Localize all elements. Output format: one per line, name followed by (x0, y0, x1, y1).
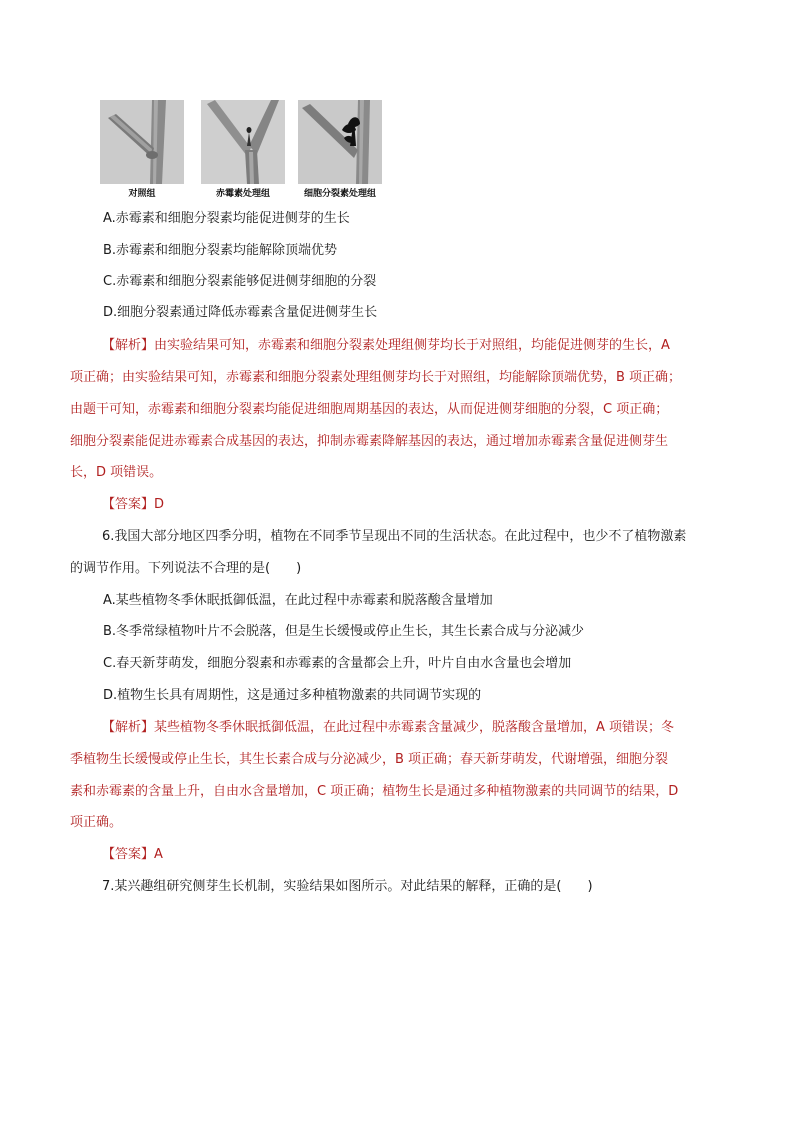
q7-stem: 7.某兴趣组研究侧芽生长机制，实验结果如图所示。对此结果的解释，正确的是( ) (102, 879, 593, 894)
q5-analysis-line-3: 由题干可知，赤霉素和细胞分裂素均能促进细胞周期基因的表达，从而促进侧芽细胞的分裂，C 项正确； (70, 402, 669, 417)
q6-option-a: A.某些植物冬季休眠抵御低温，在此过程中赤霉素和脱落酸含量增加 (103, 593, 493, 608)
analysis-tag: 【解析】 (102, 720, 155, 735)
q6-analysis-line-2: 季植物生长缓慢或停止生长，其生长素合成与分泌减少，B 项正确；春天新芽萌发，代谢增强，细胞分裂 (70, 752, 669, 767)
figure-caption: 对照组 (128, 189, 156, 199)
answer-tag: 【答案】 (102, 497, 155, 512)
q6-stem-line-2: 的调节作用。下列说法不合理的是( ) (70, 561, 302, 576)
q5-option-a: A.赤霉素和细胞分裂素均能促进侧芽的生长 (103, 211, 350, 226)
q6-option-c: C.春天新芽萌发，细胞分裂素和赤霉素的含量都会上升，叶片自由水含量也会增加 (103, 656, 572, 671)
q6-option-b: B.冬季常绿植物叶片不会脱落，但是生长缓慢或停止生长，其生长素合成与分泌减少 (103, 624, 585, 639)
answer-value: D (154, 497, 165, 512)
analysis-tag: 【解析】 (102, 338, 155, 353)
q5-answer (102, 497, 164, 513)
q5-analysis-line-5: 长，D 项错误。 (70, 465, 163, 480)
analysis-text: 由实验结果可知，赤霉素和细胞分裂素处理组侧芽均长于对照组，均能促进侧芽的生长，A (154, 338, 670, 353)
figure-cytokinin (298, 100, 382, 199)
figure-control (100, 100, 184, 199)
q5-option-b: B.赤霉素和细胞分裂素均能解除顶端优势 (103, 243, 338, 258)
gibberellin-stem-photo (201, 100, 285, 184)
q6-analysis-line-3: 素和赤霉素的含量上升，自由水含量增加，C 项正确；植物生长是通过多种植物激素的共同调节的结果，D (70, 784, 679, 799)
q5-option-c: C.赤霉素和细胞分裂素能够促进侧芽细胞的分裂 (103, 274, 377, 289)
answer-value: A (154, 847, 163, 862)
q5-analysis-line-4: 细胞分裂素能促进赤霉素合成基因的表达，抑制赤霉素降解基因的表达，通过增加赤霉素含量促进侧芽生 (70, 434, 669, 449)
figure-caption: 细胞分裂素处理组 (303, 189, 376, 199)
q6-stem-line-1: 6.我国大部分地区四季分明，植物在不同季节呈现出不同的生活状态。在此过程中，也少不了植物激素 (102, 529, 687, 544)
q6-analysis-line-4: 项正确。 (70, 815, 123, 830)
q5-option-d: D.细胞分裂素通过降低赤霉素含量促进侧芽生长 (103, 305, 378, 320)
figure-gibberellin (201, 100, 285, 199)
q5-analysis-line-2: 项正确；由实验结果可知，赤霉素和细胞分裂素处理组侧芽均长于对照组，均能解除顶端优势，B 项正确； (70, 370, 682, 385)
experiment-figures (100, 100, 400, 210)
q6-answer (102, 847, 163, 863)
cytokinin-stem-photo (298, 100, 382, 184)
control-stem-photo (100, 100, 184, 184)
figure-caption: 赤霉素处理组 (215, 189, 270, 199)
q6-analysis-line-1 (102, 720, 674, 736)
q5-analysis-line-1 (102, 338, 670, 354)
answer-tag: 【答案】 (102, 847, 155, 862)
analysis-text: 某些植物冬季休眠抵御低温，在此过程中赤霉素含量减少，脱落酸含量增加，A 项错误；冬 (154, 720, 675, 735)
q6-option-d: D.植物生长具有周期性，这是通过多种植物激素的共同调节实现的 (103, 688, 482, 703)
